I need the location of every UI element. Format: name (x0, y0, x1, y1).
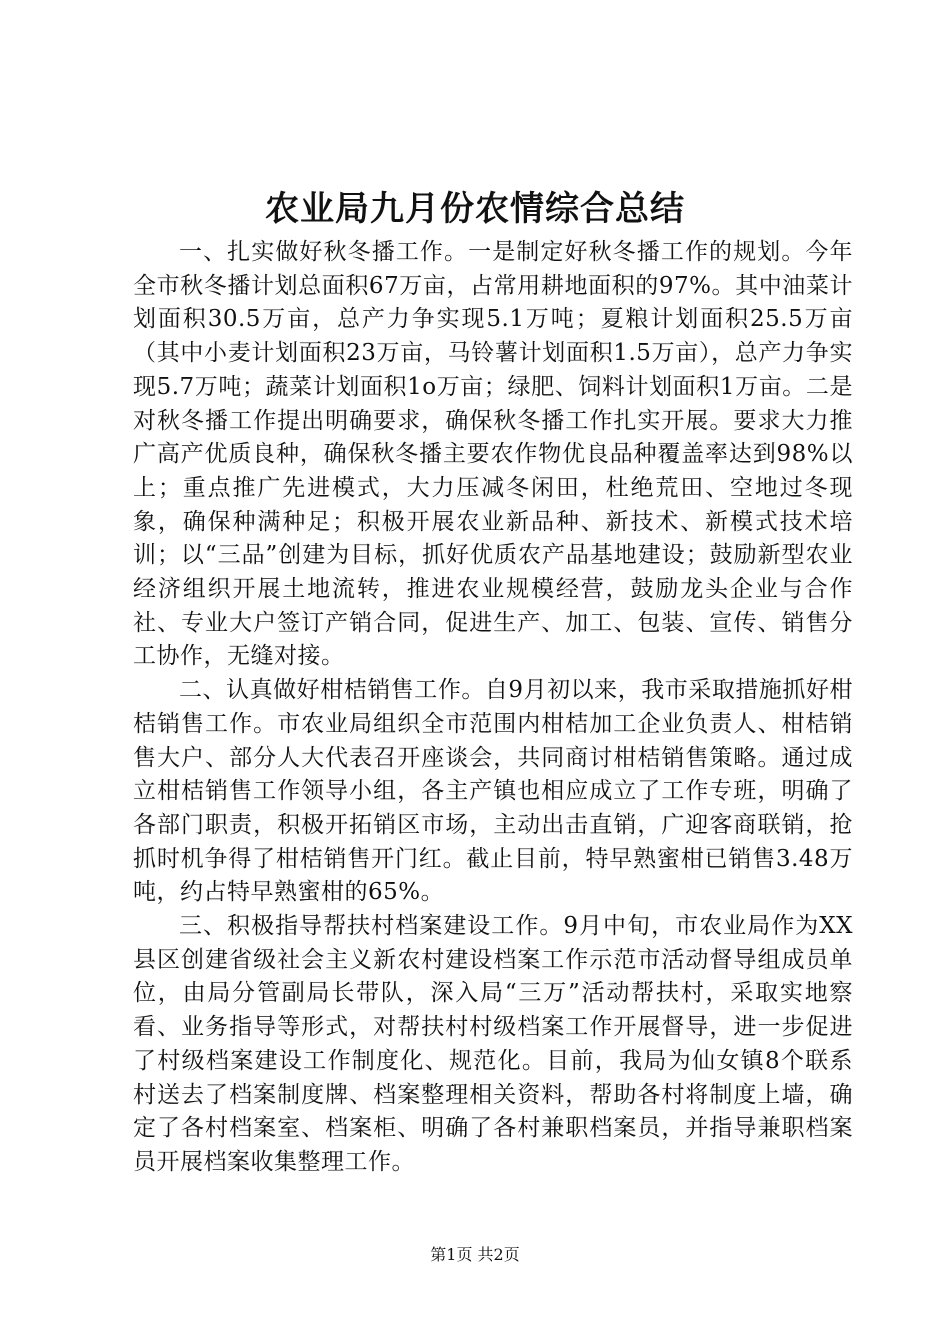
paragraph-citrus-sales: 二、认真做好柑桔销售工作。自9月初以来，我市采取措施抓好柑桔销售工作。市农业局组织全市范围内柑桔加工企业负责人、柑桔销售大户、部分人大代表召开座谈会，共同商讨柑桔销售策略。通过成立柑桔销售工作领导小组，各主产镇也相应成立了工作专班，明确了各部门职责，积极开拓销区市场，主动出击直销，广迎客商联销，抢抓时机争得了柑桔销售开门红。截止目前，特早熟蜜柑已销售3.48万吨，约占特早熟蜜柑的65%。 (133, 677, 853, 906)
paragraph-autumn-winter-sowing: 一、扎实做好秋冬播工作。一是制定好秋冬播工作的规划。今年全市秋冬播计划总面积67万亩，占常用耕地面积的97%。其中油菜计划面积30.5万亩，总产力争实现5.1万吨；夏粮计划面积25.5万亩（其中小麦计划面积23万亩，马铃薯计划面积1.5万亩），总产力争实现5.7万吨；蔬菜计划面积1o万亩；绿肥、饲料计划面积1万亩。二是对秋冬播工作提出明确要求，确保秋冬播工作扎实开展。要求大力推广高产优质良种，确保秋冬播主要农作物优良品种覆盖率达到98%以上；重点推广先进模式，大力压减冬闲田，杜绝荒田、空地过冬现象，确保种满种足；积极开展农业新品种、新技术、新模式技术培训；以“三品”创建为目标，抓好优质农产品基地建设；鼓励新型农业经济组织开展土地流转，推进农业规模经营，鼓励龙头企业与合作社、专业大户签订产销合同，促进生产、加工、包装、宣传、销售分工协作，无缝对接。 (133, 239, 853, 670)
paragraph-village-archives: 三、积极指导帮扶村档案建设工作。9月中旬，市农业局作为XX县区创建省级社会主义新农村建设档案工作示范市活动督导组成员单位，由局分管副局长带队，深入局“三万”活动帮扶村，采取实地察看、业务指导等形式，对帮扶村村级档案工作开展督导，进一步促进了村级档案建设工作制度化、规范化。目前，我局为仙女镇8个联系村送去了档案制度牌、档案整理相关资料，帮助各村将制度上墙，确定了各村档案室、档案柜、明确了各村兼职档案员，并指导兼职档案员开展档案收集整理工作。 (133, 913, 853, 1175)
page-footer: 第1页 共2页 (430, 1245, 520, 1264)
page-title: 农业局九月份农情综合总结 (265, 189, 685, 229)
document-body (133, 236, 853, 1180)
